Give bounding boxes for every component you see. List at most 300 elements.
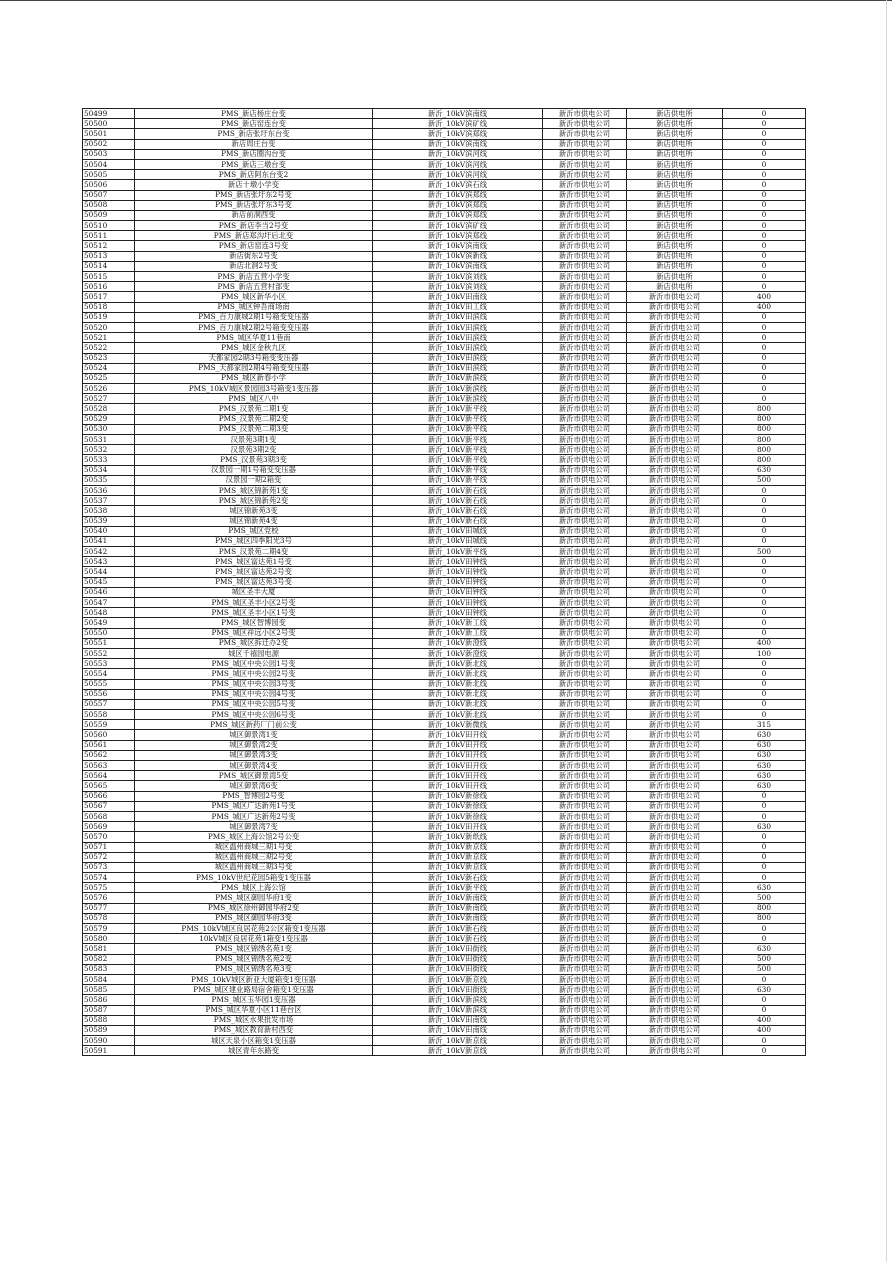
cell-company: 新沂市供电公司 [543, 944, 627, 954]
cell-transformer-name: PMS_城区教育新村西变 [135, 1025, 373, 1035]
table-row [83, 180, 806, 190]
cell-capacity: 400 [723, 1025, 806, 1035]
cell-id: 50583 [83, 964, 135, 974]
cell-capacity: 0 [723, 261, 806, 271]
cell-company: 新沂市供电公司 [543, 343, 627, 353]
cell-transformer-name: PMS_新店窑连3号变 [135, 241, 373, 251]
cell-transformer-name: PMS_城区广达新苑2号变 [135, 811, 373, 821]
cell-company: 新沂市供电公司 [543, 414, 627, 424]
cell-transformer-name: PMS_汉景苑二期1变 [135, 404, 373, 414]
cell-company: 新沂市供电公司 [543, 404, 627, 414]
cell-company: 新沂市供电公司 [543, 170, 627, 180]
cell-feeder-line: 新沂_10kV新北线 [373, 710, 543, 720]
table-row [83, 679, 806, 689]
cell-company: 新沂市供电公司 [543, 1015, 627, 1025]
cell-id: 50590 [83, 1036, 135, 1046]
cell-feeder-line: 新沂_10kV田工线 [373, 302, 543, 312]
cell-id: 50542 [83, 547, 135, 557]
cell-feeder-line: 新沂_10kV新北线 [373, 699, 543, 709]
cell-company: 新沂市供电公司 [543, 628, 627, 638]
cell-id: 50563 [83, 761, 135, 771]
cell-capacity: 0 [723, 974, 806, 984]
table-row [83, 710, 806, 720]
table-row [83, 720, 806, 730]
cell-transformer-name: PMS_百力康城2期2号箱变变压器 [135, 322, 373, 332]
cell-capacity: 630 [723, 771, 806, 781]
cell-id: 50519 [83, 312, 135, 322]
cell-transformer-name: 城区锦新苑4变 [135, 516, 373, 526]
cell-company: 新沂市供电公司 [543, 557, 627, 567]
cell-id: 50572 [83, 852, 135, 862]
table-row [83, 353, 806, 363]
cell-station: 新沂市供电公司 [627, 598, 723, 608]
cell-capacity: 0 [723, 322, 806, 332]
cell-feeder-line: 新沂_10kV滨矿线 [373, 119, 543, 129]
cell-capacity: 0 [723, 251, 806, 261]
table-row [83, 445, 806, 455]
cell-feeder-line: 新沂_10kV田钟线 [373, 557, 543, 567]
cell-capacity: 0 [723, 567, 806, 577]
cell-station: 新沂市供电公司 [627, 567, 723, 577]
cell-id: 50566 [83, 791, 135, 801]
cell-company: 新沂市供电公司 [543, 353, 627, 363]
cell-company: 新沂市供电公司 [543, 536, 627, 546]
cell-id: 50531 [83, 435, 135, 445]
cell-capacity: 0 [723, 516, 806, 526]
cell-station: 新沂市供电公司 [627, 465, 723, 475]
table-row [83, 129, 806, 139]
table-row [83, 159, 806, 169]
table-row [83, 475, 806, 485]
cell-id: 50556 [83, 689, 135, 699]
cell-id: 50515 [83, 272, 135, 282]
cell-feeder-line: 新沂_10kV滨刘线 [373, 282, 543, 292]
table-row [83, 221, 806, 231]
table-row [83, 200, 806, 210]
cell-id: 50512 [83, 241, 135, 251]
cell-transformer-name: PMS_城区华夏小区11巷台区 [135, 1005, 373, 1015]
cell-id: 50506 [83, 180, 135, 190]
cell-feeder-line: 新沂_10kV田街线 [373, 954, 543, 964]
cell-transformer-name: PMS_智博园2号变 [135, 791, 373, 801]
cell-id: 50561 [83, 740, 135, 750]
cell-station: 新沂市供电公司 [627, 761, 723, 771]
cell-id: 50567 [83, 801, 135, 811]
cell-feeder-line: 新沂_10kV田钟线 [373, 587, 543, 597]
table-row [83, 577, 806, 587]
cell-id: 50535 [83, 475, 135, 485]
cell-station: 新沂市供电公司 [627, 302, 723, 312]
cell-feeder-line: 新沂_10kV田开线 [373, 740, 543, 750]
cell-company: 新沂市供电公司 [543, 750, 627, 760]
table-row [83, 506, 806, 516]
cell-feeder-line: 新沂_10kV新滨线 [373, 373, 543, 383]
cell-feeder-line: 新沂_10kV滨郑线 [373, 231, 543, 241]
page-right-edge [886, 0, 887, 1262]
table-row [83, 455, 806, 465]
table-row [83, 333, 806, 343]
cell-station: 新店供电所 [627, 272, 723, 282]
cell-feeder-line: 新沂_10kV新石线 [373, 506, 543, 516]
cell-station: 新沂市供电公司 [627, 995, 723, 1005]
cell-station: 新沂市供电公司 [627, 822, 723, 832]
cell-company: 新沂市供电公司 [543, 435, 627, 445]
table-row [83, 516, 806, 526]
cell-transformer-name: PMS_天都家园2期4号箱变变压器 [135, 363, 373, 373]
cell-station: 新沂市供电公司 [627, 1046, 723, 1056]
cell-company: 新沂市供电公司 [543, 771, 627, 781]
table-row [83, 964, 806, 974]
cell-transformer-name: PMS_新店杨庄台变 [135, 109, 373, 119]
cell-feeder-line: 新沂_10kV滨郑线 [373, 190, 543, 200]
cell-station: 新沂市供电公司 [627, 394, 723, 404]
table-row [83, 974, 806, 984]
cell-company: 新沂市供电公司 [543, 740, 627, 750]
cell-company: 新沂市供电公司 [543, 893, 627, 903]
cell-id: 50552 [83, 648, 135, 658]
cell-capacity: 800 [723, 445, 806, 455]
cell-capacity: 0 [723, 842, 806, 852]
cell-capacity: 630 [723, 465, 806, 475]
cell-feeder-line: 新沂_10kV新徐线 [373, 801, 543, 811]
table-row [83, 139, 806, 149]
cell-feeder-line: 新沂_10kV新石线 [373, 934, 543, 944]
cell-id: 50501 [83, 129, 135, 139]
cell-feeder-line: 新沂_10kV田开线 [373, 761, 543, 771]
cell-feeder-line: 新沂_10kV田开线 [373, 750, 543, 760]
cell-feeder-line: 新沂_10kV田街线 [373, 944, 543, 954]
cell-transformer-name: PMS_新店张圩东2号变 [135, 190, 373, 200]
cell-capacity: 630 [723, 822, 806, 832]
cell-id: 50588 [83, 1015, 135, 1025]
table-row [83, 1036, 806, 1046]
cell-company: 新沂市供电公司 [543, 485, 627, 495]
cell-capacity: 0 [723, 995, 806, 1005]
cell-transformer-name: PMS_城区新药厂门前公变 [135, 720, 373, 730]
cell-station: 新店供电所 [627, 282, 723, 292]
table-row [83, 373, 806, 383]
cell-id: 50564 [83, 771, 135, 781]
cell-id: 50562 [83, 750, 135, 760]
table-row [83, 119, 806, 129]
cell-id: 50514 [83, 261, 135, 271]
table-row [83, 1015, 806, 1025]
cell-capacity: 630 [723, 761, 806, 771]
cell-transformer-name: PMS_新店五营村部变 [135, 282, 373, 292]
cell-feeder-line: 新沂_10kV新工线 [373, 618, 543, 628]
cell-id: 50576 [83, 893, 135, 903]
cell-station: 新沂市供电公司 [627, 1025, 723, 1035]
cell-station: 新沂市供电公司 [627, 557, 723, 567]
cell-capacity: 0 [723, 679, 806, 689]
cell-feeder-line: 新沂_10kV新平线 [373, 455, 543, 465]
cell-station: 新店供电所 [627, 139, 723, 149]
cell-capacity: 0 [723, 628, 806, 638]
cell-station: 新沂市供电公司 [627, 710, 723, 720]
cell-transformer-name: 城区圣丰大厦 [135, 587, 373, 597]
cell-station: 新沂市供电公司 [627, 485, 723, 495]
cell-company: 新沂市供电公司 [543, 954, 627, 964]
cell-feeder-line: 新沂_10kV新滨线 [373, 995, 543, 1005]
table-row [83, 302, 806, 312]
cell-transformer-name: PMS_城区御园华府3变 [135, 913, 373, 923]
cell-transformer-name: PMS_城区党校 [135, 526, 373, 536]
cell-transformer-name: PMS_城区新华小区 [135, 292, 373, 302]
cell-capacity: 0 [723, 811, 806, 821]
cell-company: 新沂市供电公司 [543, 924, 627, 934]
cell-feeder-line: 新沂_10kV田滨线 [373, 333, 543, 343]
cell-station: 新店供电所 [627, 159, 723, 169]
cell-station: 新沂市供电公司 [627, 740, 723, 750]
cell-transformer-name: PMS_城区御景湾5变 [135, 771, 373, 781]
cell-feeder-line: 新沂_10kV新平线 [373, 547, 543, 557]
cell-transformer-name: PMS_城区圣丰小区2号变 [135, 598, 373, 608]
cell-company: 新沂市供电公司 [543, 200, 627, 210]
cell-id: 50500 [83, 119, 135, 129]
cell-transformer-name: PMS_10kV世纪花园5箱变1变压器 [135, 873, 373, 883]
cell-id: 50571 [83, 842, 135, 852]
cell-transformer-name: PMS_城区中央公园6号变 [135, 710, 373, 720]
cell-feeder-line: 新沂_10kV新澄线 [373, 648, 543, 658]
cell-id: 50533 [83, 455, 135, 465]
cell-id: 50524 [83, 363, 135, 373]
cell-id: 50582 [83, 954, 135, 964]
cell-id: 50579 [83, 924, 135, 934]
cell-feeder-line: 新沂_10kV田城线 [373, 536, 543, 546]
cell-transformer-name: PMS_10kV城区新亚大厦箱变1变压器 [135, 974, 373, 984]
cell-feeder-line: 新沂_10kV田开线 [373, 730, 543, 740]
cell-id: 50510 [83, 221, 135, 231]
cell-station: 新沂市供电公司 [627, 424, 723, 434]
table-row [83, 862, 806, 872]
table-row [83, 618, 806, 628]
cell-transformer-name: 城区御景湾4变 [135, 761, 373, 771]
cell-id: 50541 [83, 536, 135, 546]
cell-id: 50555 [83, 679, 135, 689]
table-row [83, 261, 806, 271]
cell-capacity: 0 [723, 170, 806, 180]
cell-transformer-name: 10kV城区良居花苑1箱变1变压器 [135, 934, 373, 944]
cell-company: 新沂市供电公司 [543, 842, 627, 852]
cell-station: 新店供电所 [627, 210, 723, 220]
cell-id: 50516 [83, 282, 135, 292]
cell-feeder-line: 新沂_10kV新滨线 [373, 384, 543, 394]
cell-id: 50521 [83, 333, 135, 343]
table-row [83, 384, 806, 394]
cell-capacity: 630 [723, 750, 806, 760]
cell-id: 50513 [83, 251, 135, 261]
cell-capacity: 0 [723, 312, 806, 322]
cell-transformer-name: 新店十墩小学变 [135, 180, 373, 190]
cell-company: 新沂市供电公司 [543, 862, 627, 872]
cell-capacity: 400 [723, 1015, 806, 1025]
cell-company: 新沂市供电公司 [543, 791, 627, 801]
cell-transformer-name: PMS_城区水果批发市场 [135, 1015, 373, 1025]
cell-capacity: 0 [723, 852, 806, 862]
cell-company: 新沂市供电公司 [543, 852, 627, 862]
table-row [83, 954, 806, 964]
cell-id: 50589 [83, 1025, 135, 1035]
cell-feeder-line: 新沂_10kV滨河线 [373, 170, 543, 180]
cell-transformer-name: PMS_10kV城区景园园3号箱变1变压器 [135, 384, 373, 394]
cell-station: 新沂市供电公司 [627, 689, 723, 699]
cell-feeder-line: 新沂_10kV滨郑线 [373, 200, 543, 210]
table-row [83, 322, 806, 332]
cell-feeder-line: 新沂_10kV新平线 [373, 883, 543, 893]
cell-transformer-name: 城区御景湾2变 [135, 740, 373, 750]
cell-id: 50534 [83, 465, 135, 475]
cell-id: 50546 [83, 587, 135, 597]
table-row [83, 934, 806, 944]
cell-id: 50577 [83, 903, 135, 913]
cell-feeder-line: 新沂_10kV田开线 [373, 771, 543, 781]
cell-feeder-line: 新沂_10kV新平线 [373, 414, 543, 424]
cell-feeder-line: 新沂_10kV新石线 [373, 485, 543, 495]
cell-id: 50547 [83, 598, 135, 608]
cell-company: 新沂市供电公司 [543, 669, 627, 679]
cell-transformer-name: PMS_新店窑连台变 [135, 119, 373, 129]
cell-id: 50511 [83, 231, 135, 241]
cell-capacity: 0 [723, 190, 806, 200]
cell-company: 新沂市供电公司 [543, 149, 627, 159]
cell-id: 50527 [83, 394, 135, 404]
cell-feeder-line: 新沂_10kV滨郑线 [373, 129, 543, 139]
cell-feeder-line: 新沂_10kV田街线 [373, 964, 543, 974]
cell-id: 50526 [83, 384, 135, 394]
table-row [83, 587, 806, 597]
cell-company: 新沂市供电公司 [543, 241, 627, 251]
cell-capacity: 0 [723, 1005, 806, 1015]
cell-station: 新沂市供电公司 [627, 791, 723, 801]
cell-transformer-name: 城区青年东路变 [135, 1046, 373, 1056]
cell-station: 新沂市供电公司 [627, 363, 723, 373]
cell-id: 50586 [83, 995, 135, 1005]
cell-station: 新沂市供电公司 [627, 455, 723, 465]
cell-station: 新沂市供电公司 [627, 852, 723, 862]
cell-transformer-name: PMS_城区锦绣名苑2变 [135, 954, 373, 964]
cell-feeder-line: 新沂_10kV新石线 [373, 924, 543, 934]
table-row [83, 608, 806, 618]
cell-capacity: 0 [723, 241, 806, 251]
cell-id: 50568 [83, 811, 135, 821]
cell-capacity: 0 [723, 282, 806, 292]
cell-capacity: 0 [723, 577, 806, 587]
cell-transformer-name: PMS_城区拆迁办2变 [135, 638, 373, 648]
cell-transformer-name: PMS_城区新春小学 [135, 373, 373, 383]
table-row [83, 730, 806, 740]
cell-company: 新沂市供电公司 [543, 587, 627, 597]
cell-station: 新沂市供电公司 [627, 445, 723, 455]
table-row [83, 363, 806, 373]
cell-company: 新沂市供电公司 [543, 526, 627, 536]
table-row [83, 251, 806, 261]
cell-capacity: 0 [723, 272, 806, 282]
cell-transformer-name: PMS_城区玉华园1变压器 [135, 995, 373, 1005]
cell-station: 新沂市供电公司 [627, 771, 723, 781]
cell-transformer-name: 汉景苑3期1变 [135, 435, 373, 445]
cell-station: 新店供电所 [627, 119, 723, 129]
cell-company: 新沂市供电公司 [543, 384, 627, 394]
cell-company: 新沂市供电公司 [543, 903, 627, 913]
cell-company: 新沂市供电公司 [543, 964, 627, 974]
cell-id: 50591 [83, 1046, 135, 1056]
cell-id: 50517 [83, 292, 135, 302]
cell-company: 新沂市供电公司 [543, 465, 627, 475]
cell-transformer-name: PMS_新店三墩台变 [135, 159, 373, 169]
cell-id: 50584 [83, 974, 135, 984]
cell-company: 新沂市供电公司 [543, 547, 627, 557]
cell-id: 50545 [83, 577, 135, 587]
cell-company: 新沂市供电公司 [543, 282, 627, 292]
cell-capacity: 500 [723, 475, 806, 485]
cell-station: 新沂市供电公司 [627, 404, 723, 414]
table-row [83, 241, 806, 251]
cell-feeder-line: 新沂_10kV田滨线 [373, 322, 543, 332]
cell-feeder-line: 新沂_10kV新工线 [373, 628, 543, 638]
cell-company: 新沂市供电公司 [543, 119, 627, 129]
cell-company: 新沂市供电公司 [543, 516, 627, 526]
cell-station: 新沂市供电公司 [627, 506, 723, 516]
cell-transformer-name: PMS_城区御园华府1变 [135, 893, 373, 903]
table-row [83, 822, 806, 832]
table-row [83, 1046, 806, 1056]
cell-capacity: 0 [723, 109, 806, 119]
cell-transformer-name: 城区千禧园电源 [135, 648, 373, 658]
cell-station: 新沂市供电公司 [627, 648, 723, 658]
cell-company: 新沂市供电公司 [543, 496, 627, 506]
cell-company: 新沂市供电公司 [543, 995, 627, 1005]
cell-capacity: 0 [723, 506, 806, 516]
cell-company: 新沂市供电公司 [543, 730, 627, 740]
cell-feeder-line: 新沂_10kV新京线 [373, 1036, 543, 1046]
cell-transformer-name: PMS_百力康城2期1号箱变变压器 [135, 312, 373, 322]
cell-station: 新沂市供电公司 [627, 587, 723, 597]
cell-station: 新沂市供电公司 [627, 883, 723, 893]
cell-capacity: 0 [723, 689, 806, 699]
cell-feeder-line: 新沂_10kV新石线 [373, 496, 543, 506]
cell-id: 50585 [83, 985, 135, 995]
cell-id: 50548 [83, 608, 135, 618]
cell-capacity: 100 [723, 648, 806, 658]
cell-capacity: 800 [723, 913, 806, 923]
table-row [83, 485, 806, 495]
cell-capacity: 0 [723, 526, 806, 536]
cell-company: 新沂市供电公司 [543, 974, 627, 984]
cell-feeder-line: 新沂_10kV田滨线 [373, 343, 543, 353]
cell-station: 新店供电所 [627, 149, 723, 159]
cell-transformer-name: PMS_城区建业路局宿舍箱变1变压器 [135, 985, 373, 995]
cell-company: 新沂市供电公司 [543, 1046, 627, 1056]
cell-capacity: 0 [723, 791, 806, 801]
cell-station: 新沂市供电公司 [627, 536, 723, 546]
cell-company: 新沂市供电公司 [543, 272, 627, 282]
cell-capacity: 0 [723, 699, 806, 709]
cell-capacity: 800 [723, 903, 806, 913]
cell-feeder-line: 新沂_10kV新京线 [373, 974, 543, 984]
cell-id: 50529 [83, 414, 135, 424]
cell-station: 新沂市供电公司 [627, 842, 723, 852]
cell-station: 新沂市供电公司 [627, 679, 723, 689]
cell-capacity: 0 [723, 231, 806, 241]
cell-station: 新沂市供电公司 [627, 862, 723, 872]
table-row [83, 557, 806, 567]
cell-feeder-line: 新沂_10kV滨南线 [373, 139, 543, 149]
cell-feeder-line: 新沂_10kV滨新线 [373, 251, 543, 261]
cell-transformer-name: 新店北洞2号变 [135, 261, 373, 271]
table-row [83, 414, 806, 424]
cell-capacity: 0 [723, 384, 806, 394]
cell-station: 新店供电所 [627, 190, 723, 200]
